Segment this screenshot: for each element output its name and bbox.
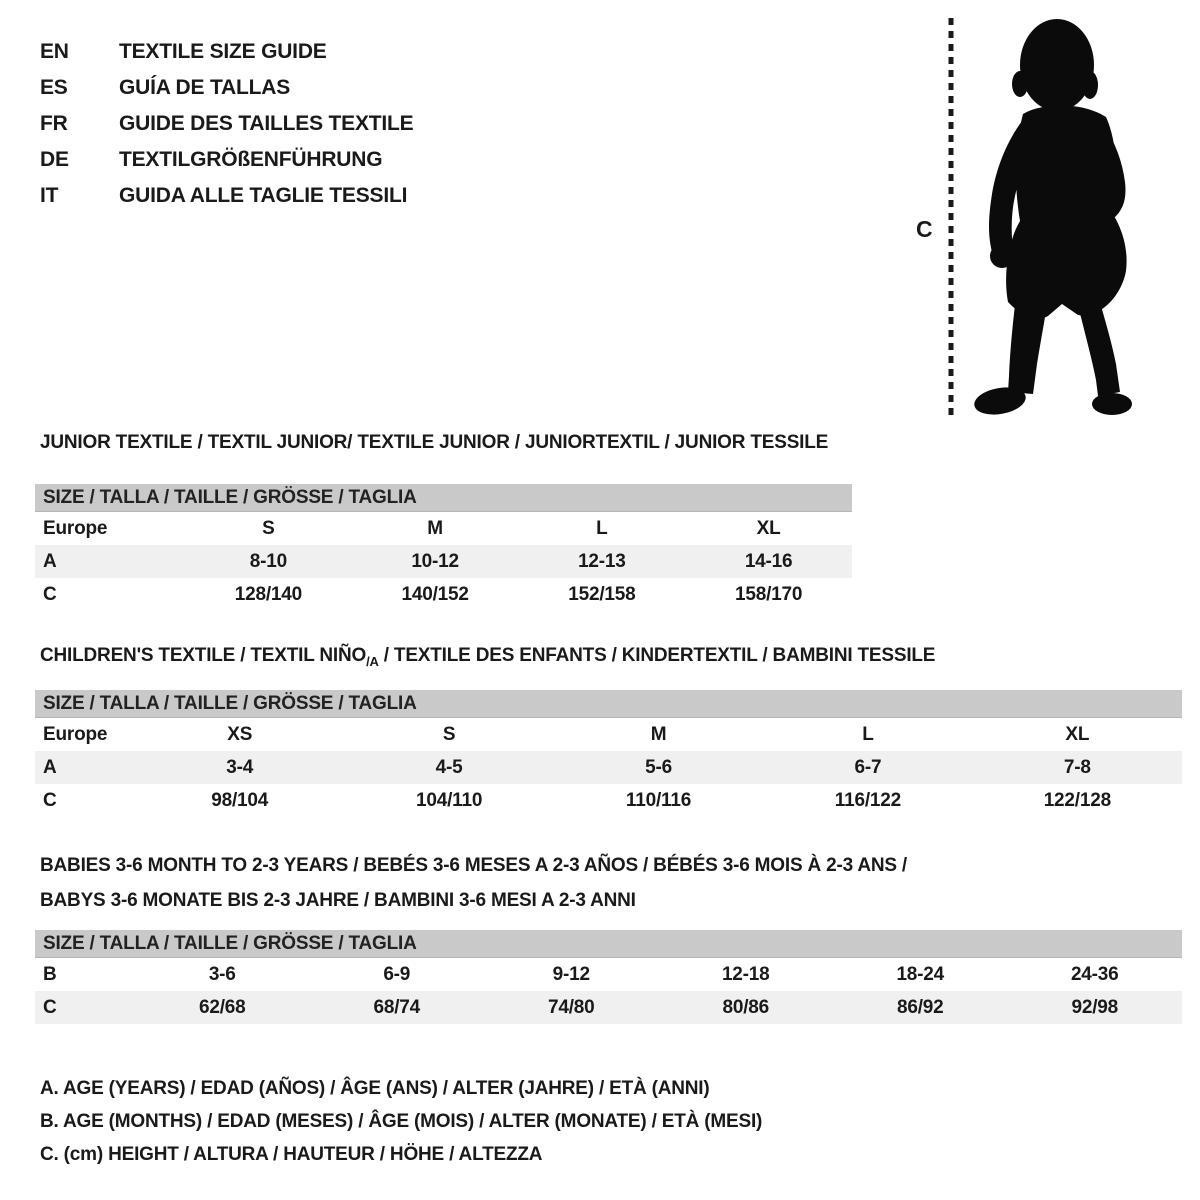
cell-size: M — [650, 723, 667, 745]
language-title: GUIDA ALLE TAGLIE TESSILI — [119, 184, 408, 207]
row-label: Europe — [43, 723, 108, 745]
cell-height: 122/128 — [1043, 789, 1111, 811]
size-header-band: SIZE / TALLA / TAILLE / GRÖSSE / TAGLIA — [35, 930, 1182, 958]
cell-height: 104/110 — [415, 789, 483, 811]
cell-size: XL — [756, 517, 781, 539]
cell-months: 24-36 — [1070, 963, 1119, 985]
table-row-age — [35, 545, 852, 578]
language-code: IT — [40, 184, 59, 207]
row-label: C — [43, 583, 57, 605]
cell-age: 4-5 — [435, 756, 463, 778]
language-code: ES — [40, 76, 68, 99]
children-size-table — [35, 690, 1182, 817]
cell-size: L — [862, 723, 874, 745]
legend-notes — [40, 1072, 762, 1171]
language-row-fr — [40, 106, 413, 142]
cell-size: XL — [1065, 723, 1090, 745]
note-b: B. AGE (MONTHS) / EDAD (MESES) / ÂGE (MOIS) / ALTER (MONATE) / ETÀ (MESI) — [40, 1110, 763, 1132]
baby-toddler-silhouette-icon — [940, 14, 1140, 420]
cell-age: 6-7 — [854, 756, 882, 778]
cell-size: L — [596, 517, 608, 539]
cell-age: 7-8 — [1063, 756, 1091, 778]
cell-age: 14-16 — [744, 550, 793, 572]
language-title: TEXTILE SIZE GUIDE — [119, 40, 327, 63]
cell-height: 74/80 — [547, 996, 595, 1018]
row-label: A — [43, 550, 57, 572]
table-row-europe — [35, 718, 1182, 751]
size-header-band: SIZE / TALLA / TAILLE / GRÖSSE / TAGLIA — [35, 690, 1182, 718]
cell-months: 18-24 — [896, 963, 945, 985]
height-measure-label: C — [916, 216, 933, 242]
cell-size: XS — [227, 723, 253, 745]
language-code: FR — [40, 112, 68, 135]
cell-age: 5-6 — [645, 756, 672, 778]
cell-months: 6-9 — [383, 963, 411, 985]
size-header-band: SIZE / TALLA / TAILLE / GRÖSSE / TAGLIA — [35, 484, 852, 512]
title-text: / TEXTILE DES ENFANTS / KINDERTEXTIL / BAMBINI TESSILE — [378, 645, 936, 666]
cell-age: 10-12 — [411, 550, 459, 572]
cell-size: S — [262, 517, 275, 539]
table-row-height — [35, 578, 852, 611]
row-label: Europe — [43, 517, 108, 539]
junior-section-title: JUNIOR TEXTILE / TEXTIL JUNIOR/ TEXTILE JUNIOR / JUNIORTEXTIL / JUNIOR TESSILE — [40, 432, 829, 453]
cell-size: M — [427, 517, 443, 539]
language-header — [40, 34, 413, 214]
junior-size-table — [35, 484, 852, 611]
cell-height: 68/74 — [373, 996, 421, 1018]
row-label: A — [43, 756, 57, 778]
baby-figure — [940, 14, 1140, 420]
table-row-height — [35, 784, 1182, 817]
cell-height: 80/86 — [722, 996, 770, 1018]
cell-height: 140/152 — [401, 583, 469, 605]
note-a: A. AGE (YEARS) / EDAD (AÑOS) / ÂGE (ANS) / ALTER (JAHRE) / ETÀ (ANNI) — [40, 1077, 710, 1099]
cell-height: 152/158 — [568, 583, 636, 605]
cell-months: 9-12 — [552, 963, 590, 985]
note-c: C. (cm) HEIGHT / ALTURA / HAUTEUR / HÖHE / ALTEZZA — [40, 1143, 543, 1165]
cell-height: 110/116 — [625, 789, 692, 811]
title-text: CHILDREN'S TEXTILE / TEXTIL NIÑO — [40, 645, 367, 666]
table-row-height — [35, 991, 1182, 1024]
title-line-1: BABIES 3-6 MONTH TO 2-3 YEARS / BEBÉS 3-6 MESES A 2-3 AÑOS / BÉBÉS 3-6 MOIS À 2-3 ANS / — [40, 854, 908, 876]
table-row-europe — [35, 512, 852, 545]
cell-height: 116/122 — [834, 789, 902, 811]
language-row-es — [40, 70, 413, 106]
cell-height: 62/68 — [198, 996, 246, 1018]
language-title: GUÍA DE TALLAS — [119, 76, 291, 99]
language-title: GUIDE DES TAILLES TEXTILE — [119, 112, 414, 135]
row-label: C — [43, 996, 57, 1018]
title-subscript: /A — [366, 653, 379, 669]
table-row-age — [35, 751, 1182, 784]
cell-months: 3-6 — [208, 963, 236, 985]
cell-months: 12-18 — [721, 963, 770, 985]
cell-height: 128/140 — [234, 583, 303, 605]
language-title: TEXTILGRÖßENFÜHRUNG — [119, 148, 383, 171]
cell-age: 8-10 — [249, 550, 287, 572]
language-row-it — [40, 178, 413, 214]
row-label: B — [43, 963, 57, 985]
language-row-de — [40, 142, 413, 178]
cell-height: 92/98 — [1071, 996, 1119, 1018]
cell-height: 158/170 — [734, 583, 803, 605]
table-row-months — [35, 958, 1182, 991]
babies-section-title — [40, 848, 907, 918]
cell-age: 12-13 — [578, 550, 626, 572]
language-code: DE — [40, 148, 69, 171]
cell-height: 98/104 — [211, 789, 269, 811]
language-code: EN — [40, 40, 69, 63]
cell-height: 86/92 — [896, 996, 944, 1018]
title-line-2: BABYS 3-6 MONATE BIS 2-3 JAHRE / BAMBINI 3-6 MESI A 2-3 ANNI — [40, 889, 636, 911]
cell-age: 3-4 — [226, 756, 254, 778]
children-section-title — [40, 645, 935, 669]
babies-size-table — [35, 930, 1182, 1024]
cell-size: S — [442, 723, 456, 745]
row-label: C — [43, 789, 57, 811]
language-row-en — [40, 34, 413, 70]
